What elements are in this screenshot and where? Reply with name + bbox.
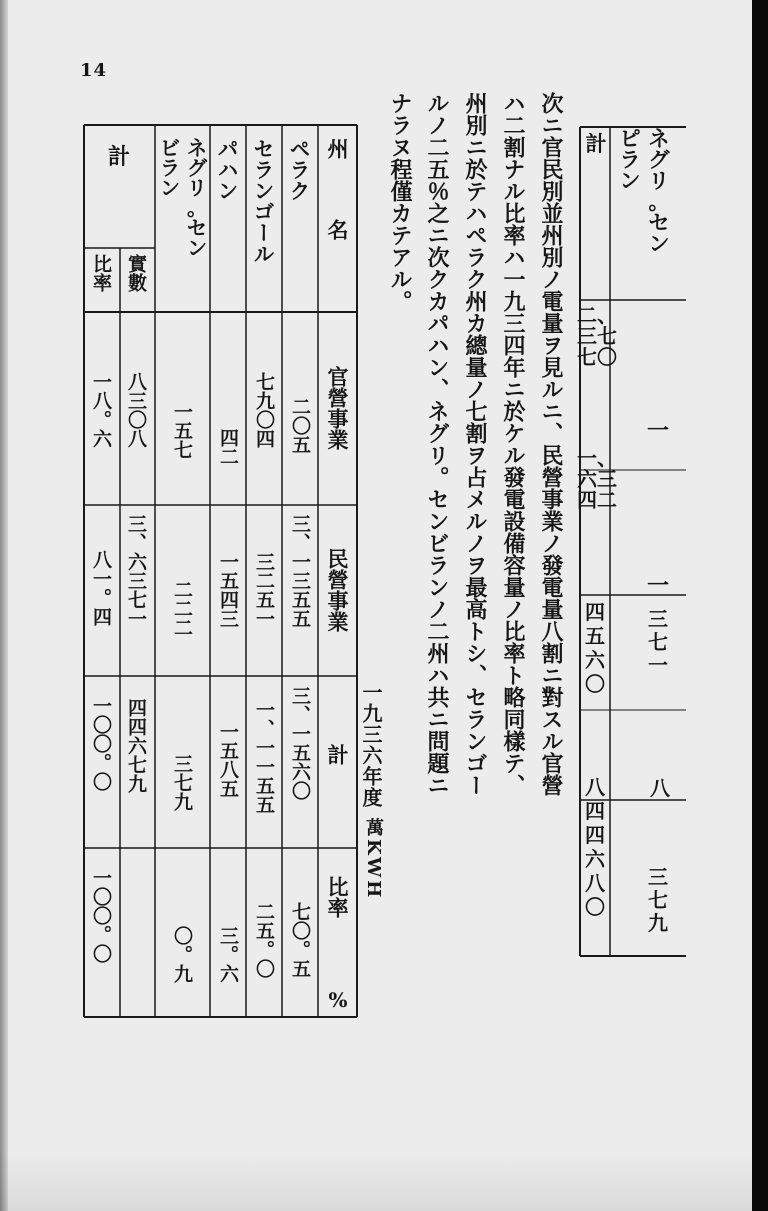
caption-year: 一九三六年度	[359, 682, 383, 808]
dash: 一	[647, 418, 670, 444]
char: リ	[187, 176, 207, 200]
pahang-ratio: 三。六	[217, 926, 239, 983]
row-name-pahang: パハン	[215, 138, 240, 201]
row-name-negri-1	[185, 138, 209, 258]
char: グ	[187, 156, 207, 180]
header-ratio: 比率	[325, 876, 350, 918]
total-pct-priv: 八一。四	[90, 550, 112, 626]
perak-priv: 三、一三五五	[289, 514, 311, 628]
body-line-2: ハ二割ナル比率ハ一九三四年ニ於ケル發電設備容量ノ比率ト略同樣テ、	[500, 92, 526, 796]
perak-ratio: 七〇。五	[289, 902, 311, 978]
top-total-value-1: 二、三七七〇	[577, 303, 617, 369]
header-total: 計	[325, 744, 350, 765]
dash: 一	[647, 573, 670, 599]
char: ン	[648, 231, 670, 256]
top-negri-value-4: 八	[650, 776, 670, 800]
char: 。	[187, 196, 207, 220]
total-pct-gov: 一八。六	[90, 372, 112, 448]
selangor-ratio: 二五。〇	[253, 902, 275, 978]
char: セ	[187, 216, 207, 240]
header-priv: 民營事業	[325, 548, 350, 632]
header-region: 州 名	[325, 138, 350, 246]
row-name-total: 計	[107, 144, 130, 170]
selangor-priv: 三二五一	[253, 552, 275, 628]
total-abs-priv: 三、六三七一	[125, 514, 147, 628]
total-pct-total: 一〇〇。〇	[90, 696, 112, 791]
total-pct-label: 比率	[90, 254, 112, 292]
top-total-head: 計	[585, 131, 607, 156]
row-name-negri-2	[158, 138, 182, 198]
body-line-1: 次ニ官民別並州別ノ電量ヲ見ルニ、民營事業ノ發電量八割ニ對スル官營	[538, 92, 564, 796]
char: セ	[648, 210, 670, 235]
row-name-perak: ペラク	[287, 138, 312, 201]
pahang-priv: 一五四三	[217, 552, 239, 628]
body-line-5: ナラヌ程僅カテアル。	[387, 92, 413, 312]
char: ン	[619, 168, 641, 193]
top-negri-head-2	[617, 128, 643, 191]
perak-gov: 二〇五	[289, 397, 311, 454]
char: ラ	[619, 147, 641, 172]
header-gov: 官營事業	[325, 366, 350, 450]
top-total-value-3: 四五六〇	[585, 600, 605, 696]
pahang-gov: 四二	[217, 428, 239, 466]
negri-gov: 一五七	[171, 402, 193, 459]
top-negri-value-3: 三七一	[648, 607, 668, 677]
perak-total: 三、一五六〇	[289, 686, 311, 800]
caption-unit: 萬KWH	[363, 818, 384, 901]
top-negri-value-5: 三七九	[648, 865, 668, 935]
char: 。	[648, 189, 670, 214]
header-pct: %	[328, 988, 348, 1012]
negri-total: 三七九	[171, 754, 193, 811]
negri-priv: 二二二	[171, 580, 193, 637]
top-negri-dash-1	[648, 420, 668, 442]
body-line-3: 州別ニ於テハペラク州カ總量ノ七割ヲ占メルノヲ最高トシ、セランゴー	[462, 92, 488, 796]
char: ラ	[160, 156, 180, 180]
pahang-total: 一五八五	[217, 722, 239, 798]
body-line-4: ルノ二五％之ニ次クカパハン、ネグリ。センビランノ二州ハ共ニ問題ニ	[424, 92, 450, 796]
selangor-total: 一、一一五五	[253, 700, 275, 814]
char: グ	[648, 147, 670, 172]
char: ン	[187, 236, 207, 260]
top-negri-head	[646, 128, 672, 254]
page-number: 14	[80, 60, 108, 81]
total-abs-label: 實數	[125, 254, 147, 292]
top-total-value-2: 一、六三四二	[577, 446, 617, 512]
total-pct-ratio: 一〇〇。〇	[90, 868, 112, 963]
char: ビ	[160, 136, 180, 160]
row-name-selangor: セランゴール	[251, 138, 276, 264]
top-negri-dash-2	[648, 575, 668, 597]
char: ピ	[619, 126, 641, 151]
char: リ	[648, 168, 670, 193]
total-abs-total: 四四六七九	[125, 698, 147, 793]
char: ン	[160, 176, 180, 200]
total-abs-gov: 八三〇八	[125, 372, 147, 448]
char: ネ	[648, 126, 670, 151]
negri-ratio: 〇。九	[171, 926, 193, 983]
top-total-value-5: 八四四六八〇	[585, 775, 605, 919]
selangor-gov: 七九〇四	[253, 372, 275, 448]
char: ネ	[187, 136, 207, 160]
